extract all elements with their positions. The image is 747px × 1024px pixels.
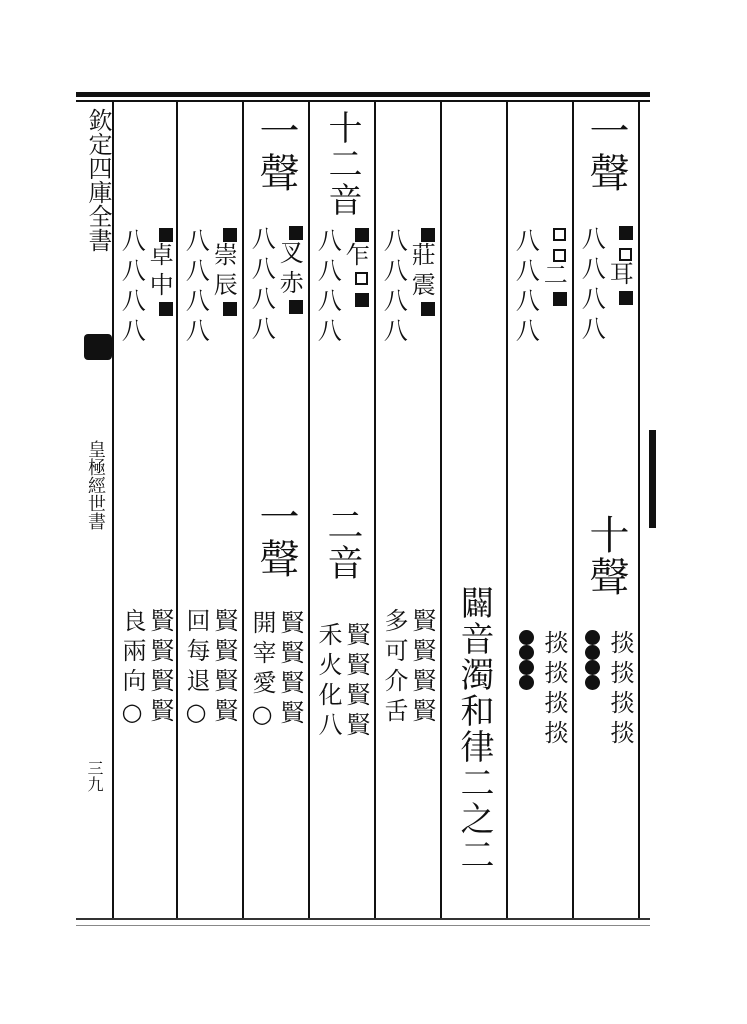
char-lane: 多可介舌 [380, 608, 408, 728]
filled-circle-icon [519, 630, 534, 645]
lower-group [120, 608, 172, 732]
column-3 [441, 585, 507, 873]
frame-top-rule [76, 92, 650, 97]
tone-lane: 八八八八 [379, 228, 408, 348]
filled-square-icon [289, 226, 303, 240]
char-lane: 賢賢賢賢 [210, 608, 238, 728]
char-lane: 禾火化八 [314, 622, 342, 742]
rhyme-lane: 崇辰 [211, 228, 237, 348]
margin-tab-mark [84, 334, 112, 360]
filled-square-icon [223, 228, 237, 242]
tone-lane: 八八八八 [313, 228, 342, 348]
rhyme-group [119, 228, 173, 348]
filled-square-icon [289, 300, 303, 314]
filled-square-icon [421, 228, 435, 242]
column-lower-heading: 二音 [322, 506, 363, 582]
filled-square-icon [355, 228, 369, 242]
lower-group [382, 608, 434, 728]
empty-square-icon [355, 272, 368, 285]
rhyme-group [183, 228, 237, 348]
tone-lane: 八八八八 [511, 228, 540, 348]
frame-top-rule-inner [76, 100, 650, 102]
rhyme-lane: 乍 [343, 228, 369, 348]
filled-square-icon [223, 302, 237, 316]
lower-group [184, 608, 236, 732]
margin-header: 欽定四庫全書 [84, 108, 112, 252]
char-lane: 掞掞掞掞 [606, 630, 634, 750]
column-5 [309, 110, 375, 742]
rhyme-group [579, 226, 633, 346]
char-lane: 賢賢賢賢 [276, 610, 304, 730]
rhyme-group [315, 228, 369, 348]
char-lane: 開宰愛○ [248, 610, 276, 734]
column-1 [573, 110, 639, 750]
lower-group [250, 610, 302, 734]
filled-square-icon [421, 302, 435, 316]
margin-book-title: 皇極經世書 [85, 440, 106, 530]
column-heading: 一聲 [583, 110, 629, 194]
column-2 [507, 228, 573, 750]
filled-circle-icon [519, 660, 534, 675]
column-6 [243, 110, 309, 734]
tone-lane: 八八八八 [577, 226, 606, 346]
filled-square-icon [159, 228, 173, 242]
filled-square-icon [553, 292, 567, 306]
filled-circle-icon [585, 675, 600, 690]
column-8 [113, 228, 179, 732]
section-title: 闢音濁和律二之二 [454, 585, 494, 873]
rhyme-lane: 莊震 [409, 228, 435, 348]
lower-group [514, 630, 566, 750]
frame-bottom-rule [76, 918, 650, 920]
filled-square-icon [619, 291, 633, 305]
frame-bottom-rule-inner [76, 925, 650, 926]
page-number: 三九 [85, 760, 104, 792]
lower-group [580, 630, 632, 750]
filled-circle-icon [585, 645, 600, 660]
empty-square-icon [619, 248, 632, 261]
lower-group [316, 622, 368, 742]
char-lane: 掞掞掞掞 [540, 630, 568, 750]
rhyme-lane: 卓中 [147, 228, 173, 348]
column-lower-heading: 十聲 [583, 514, 629, 598]
dot-lane [580, 630, 604, 750]
empty-square-icon [553, 228, 566, 241]
filled-circle-icon [585, 660, 600, 675]
empty-square-icon [553, 249, 566, 262]
filled-square-icon [355, 293, 369, 307]
rhyme-lane: 二 [541, 228, 567, 348]
rhyme-group [249, 226, 303, 346]
rhyme-group [513, 228, 567, 348]
filled-square-icon [619, 226, 633, 240]
char-lane: 賢賢賢賢 [342, 622, 370, 742]
column-heading: 十二音 [322, 110, 362, 218]
tone-lane: 八八八八 [117, 228, 146, 348]
rhyme-lane: 耳 [607, 226, 633, 346]
char-lane: 賢賢賢賢 [146, 608, 174, 728]
char-lane: 賢賢賢賢 [408, 608, 436, 728]
column-lower-heading: 一聲 [253, 496, 299, 580]
char-lane: 回每退○ [182, 608, 210, 732]
rhyme-lane: 叉赤 [277, 226, 303, 346]
filled-circle-icon [519, 645, 534, 660]
column-7 [177, 228, 243, 732]
tone-lane: 八八八八 [247, 226, 276, 346]
tone-lane: 八八八八 [181, 228, 210, 348]
rhyme-group [381, 228, 435, 348]
filled-square-icon [159, 302, 173, 316]
column-4 [375, 228, 441, 728]
column-heading: 一聲 [253, 110, 299, 194]
char-lane: 良兩向○ [118, 608, 146, 732]
binding-edge-bar [649, 430, 656, 528]
dot-lane [514, 630, 538, 750]
filled-circle-icon [519, 675, 534, 690]
filled-circle-icon [585, 630, 600, 645]
